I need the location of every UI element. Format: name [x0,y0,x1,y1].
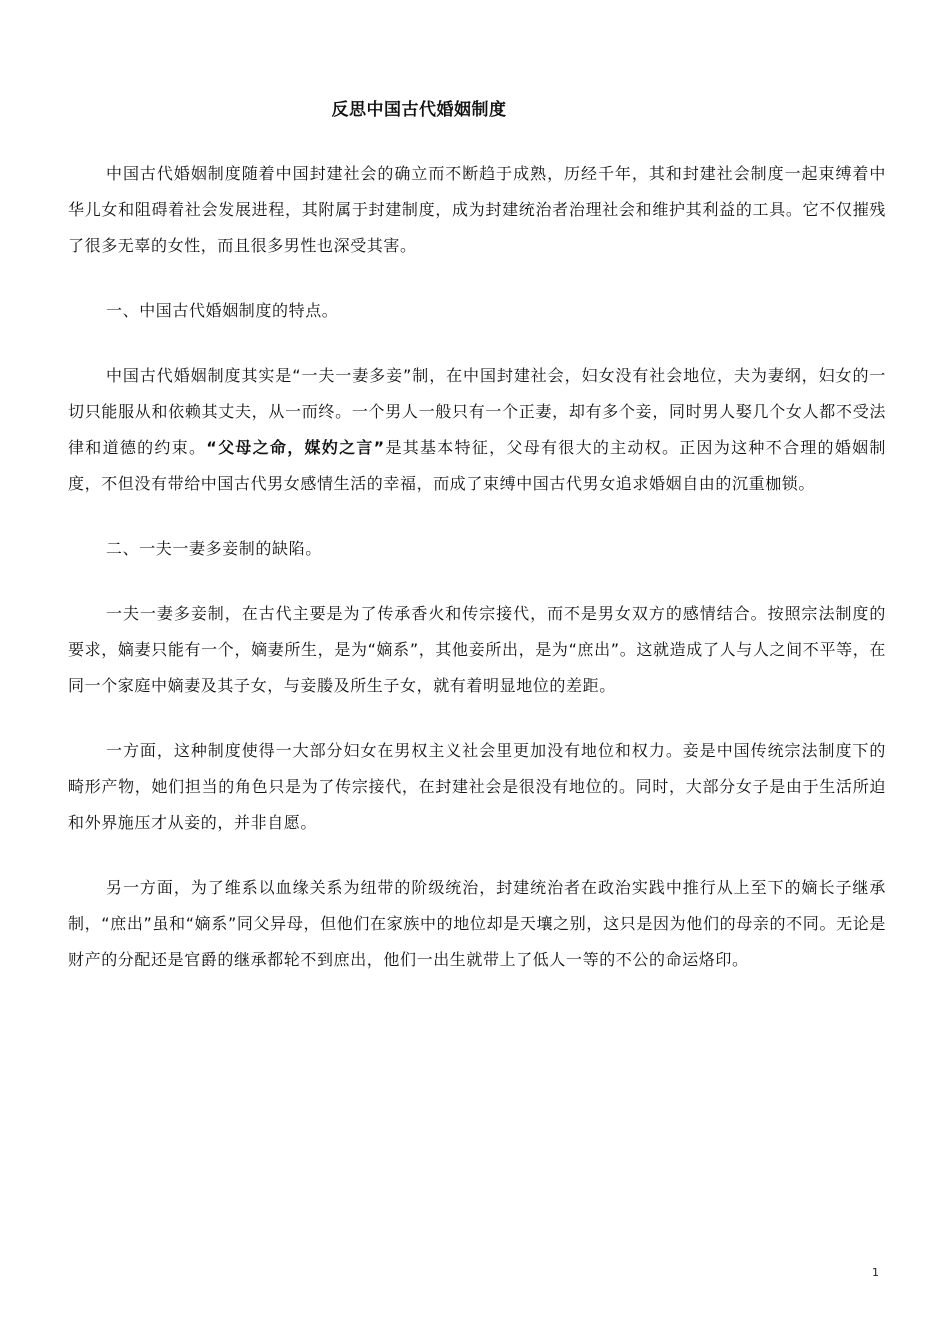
document-body [68,156,886,1007]
paragraph-characteristics-part-a: 中国古代婚姻制度其实是“一夫一妻多妾”制，在中国封建社会，妇女没有社会地位，夫为妻纲，妇女的一切只能服从和依赖其丈夫，从一而终。一个男人一般只有一个正妻，却有多个妾，同时男人娶几个女人都不受法律和道德的约束。 [68,366,886,457]
paragraph-one-hand: 一方面，这种制度使得一大部分妇女在男权主义社会里更加没有地位和权力。妾是中国传统宗法制度下的畸形产物，她们担当的角色只是为了传宗接代，在封建社会是很没有地位的。同时，大部分女子是由于生活所迫和外界施压才从妾的，并非自愿。 [68,741,886,832]
section-heading-1: 一、中国古代婚姻制度的特点。 [106,301,339,320]
page-number: 1 [872,1266,879,1279]
paragraph-characteristics [68,358,886,502]
paragraph-characteristics-part-b: 是其基本特征，父母有很大的主动权。正因为这种不合理的婚姻制度，不但没有带给中国古代男女感情生活的幸福，而成了束缚中国古代男女追求婚姻自由的沉重枷锁。 [68,438,886,493]
paragraph-defects: 一夫一妻多妾制，在古代主要是为了传承香火和传宗接代，而不是男女双方的感情结合。按照宗法制度的要求，嫡妻只能有一个，嫡妻所生，是为“嫡系”，其他妾所出，是为“庶出”。这就造成了人与人之间不平等，在同一个家庭中嫡妻及其子女，与妾媵及所生子女，就有着明显地位的差距。 [68,604,886,695]
section-heading-2: 二、一夫一妻多妾制的缺陷。 [106,539,322,558]
bold-quote: “父母之命，媒妁之言” [206,438,385,457]
document-title: 反思中国古代婚姻制度 [331,100,507,120]
paragraph-intro: 中国古代婚姻制度随着中国封建社会的确立而不断趋于成熟，历经千年，其和封建社会制度一起束缚着中华儿女和阻碍着社会发展进程，其附属于封建制度，成为封建统治者治理社会和维护其利益的工具。它不仅摧残了很多无辜的女性，而且很多男性也深受其害。 [68,164,886,255]
paragraph-other-hand: 另一方面，为了维系以血缘关系为纽带的阶级统治，封建统治者在政治实践中推行从上至下的嫡长子继承制，“庶出”虽和“嫡系”同父异母，但他们在家族中的地位却是天壤之别，这只是因为他们的母亲的不同。无论是财产的分配还是官爵的继承都轮不到庶出，他们一出生就带上了低人一等的不公的命运烙印。 [68,878,886,969]
